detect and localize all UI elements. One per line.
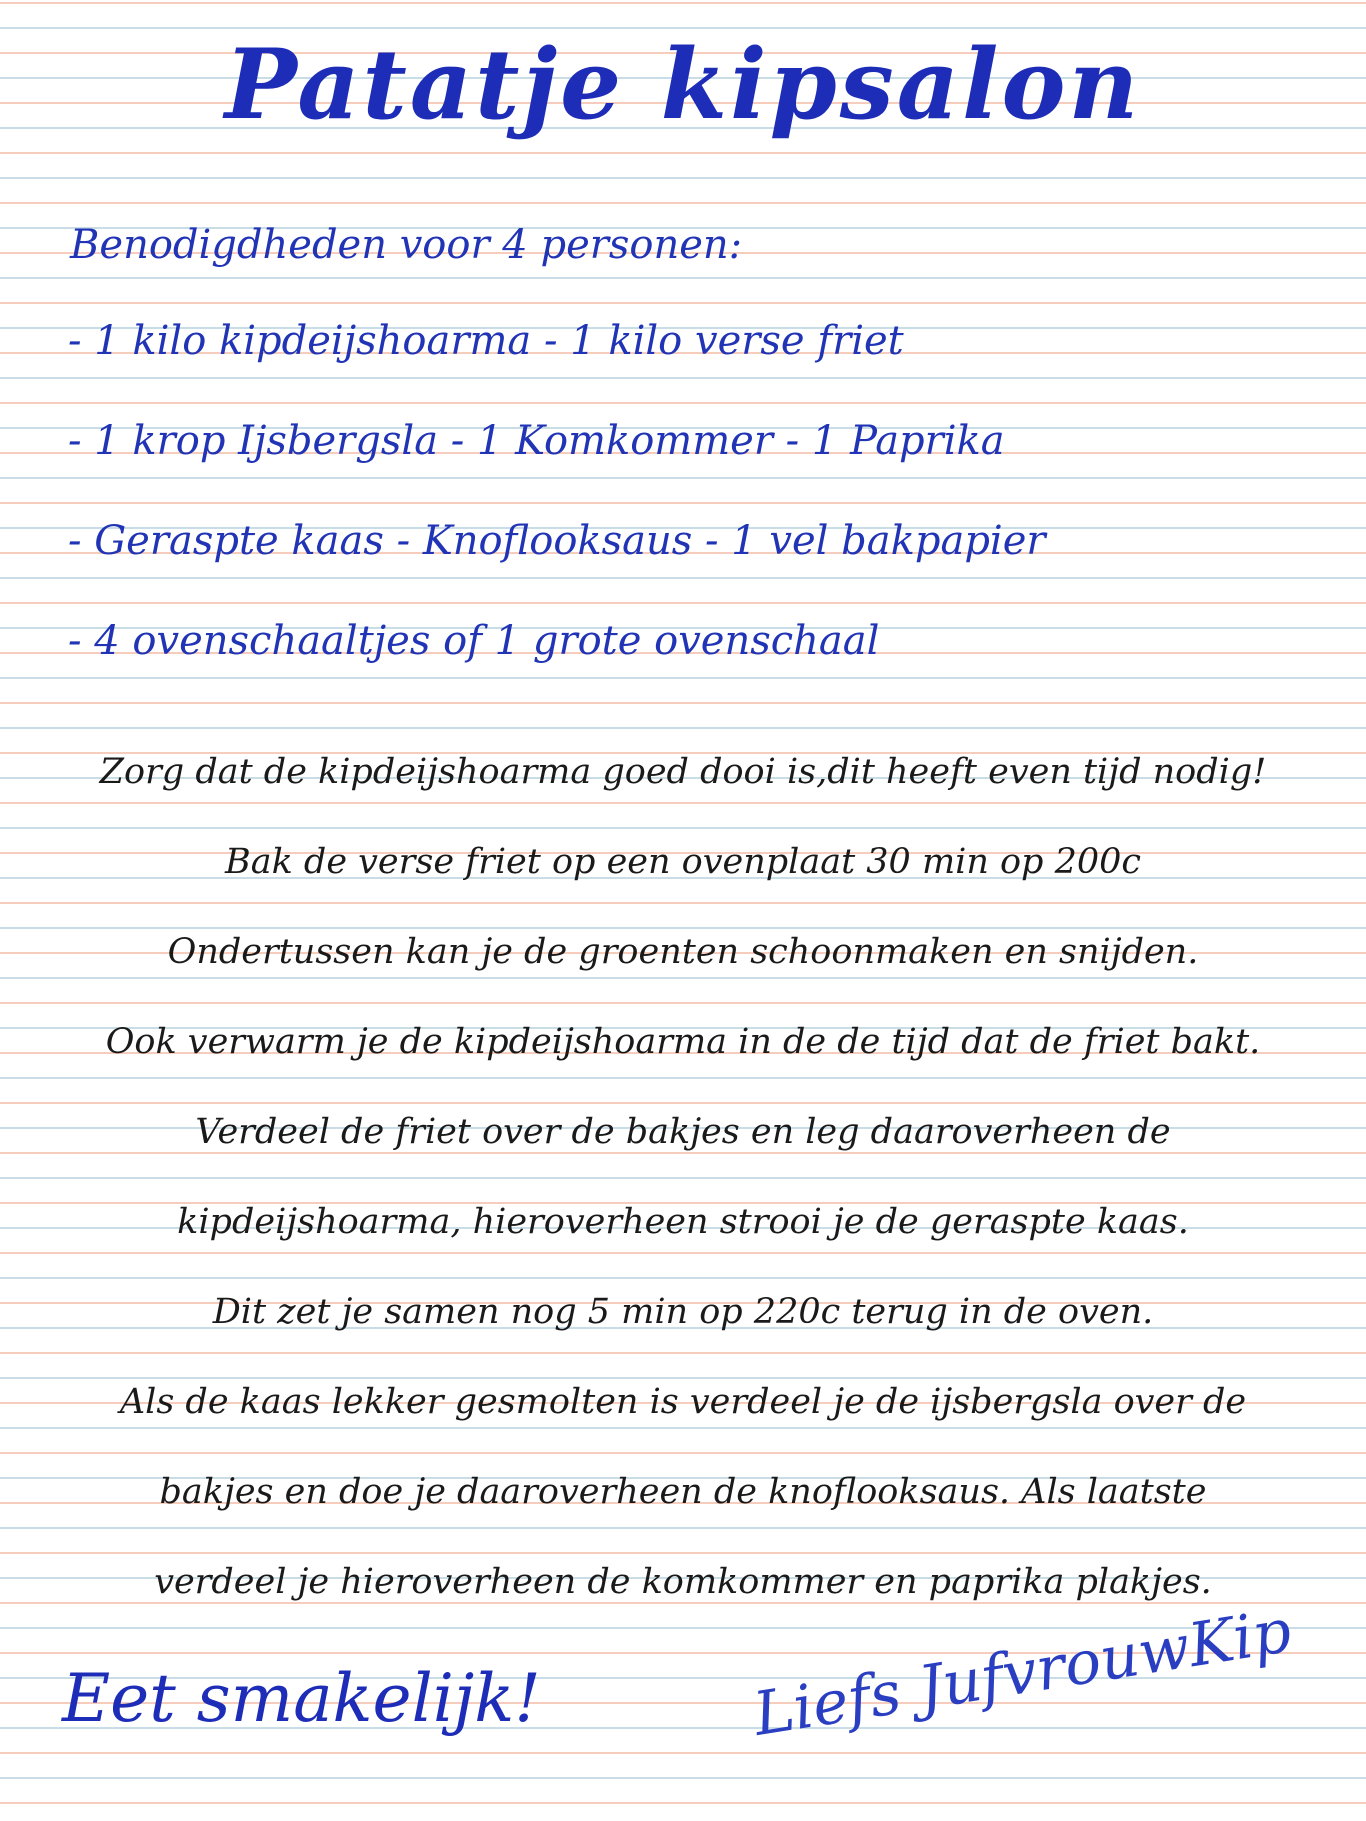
instruction-line: kipdeijshoarma, hieroverheen strooi je de geraspte kaas. bbox=[177, 1202, 1189, 1242]
page-title: Patatje kipsalon bbox=[224, 28, 1142, 141]
instruction-line: bakjes en doe je daaroverheen de knoflooksaus. Als laatste bbox=[159, 1472, 1207, 1512]
ingredient-line: - 1 kilo kipdeijshoarma - 1 kilo verse friet bbox=[68, 318, 904, 364]
instruction-line: Bak de verse friet op een ovenplaat 30 min op 200c bbox=[225, 842, 1141, 882]
closing-text: Eet smakelijk! bbox=[62, 1660, 541, 1737]
instruction-line: verdeel je hieroverheen de komkommer en paprika plakjes. bbox=[154, 1562, 1212, 1602]
ingredient-line: - 1 krop Ijsbergsla - 1 Komkommer - 1 Paprika bbox=[68, 418, 1005, 464]
ingredient-line: - 4 ovenschaaltjes of 1 grote ovenschaal bbox=[68, 618, 880, 664]
instruction-line: Dit zet je samen nog 5 min op 220c terug in de oven. bbox=[212, 1292, 1154, 1332]
signature: Liefs JufvrouwKip bbox=[749, 1595, 1296, 1750]
instruction-line: Ook verwarm je de kipdeijshoarma in de de tijd dat de friet bakt. bbox=[105, 1022, 1261, 1062]
ingredient-line: - Geraspte kaas - Knoflooksaus - 1 vel bakpapier bbox=[68, 518, 1046, 564]
instruction-line: Als de kaas lekker gesmolten is verdeel je de ijsbergsla over de bbox=[119, 1382, 1247, 1422]
ingredients-heading: Benodigdheden voor 4 personen: bbox=[70, 222, 743, 268]
instruction-line: Zorg dat de kipdeijshoarma goed dooi is,dit heeft even tijd nodig! bbox=[99, 752, 1267, 792]
instruction-line: Ondertussen kan je de groenten schoonmaken en snijden. bbox=[167, 932, 1199, 972]
instruction-line: Verdeel de friet over de bakjes en leg daaroverheen de bbox=[195, 1112, 1171, 1152]
